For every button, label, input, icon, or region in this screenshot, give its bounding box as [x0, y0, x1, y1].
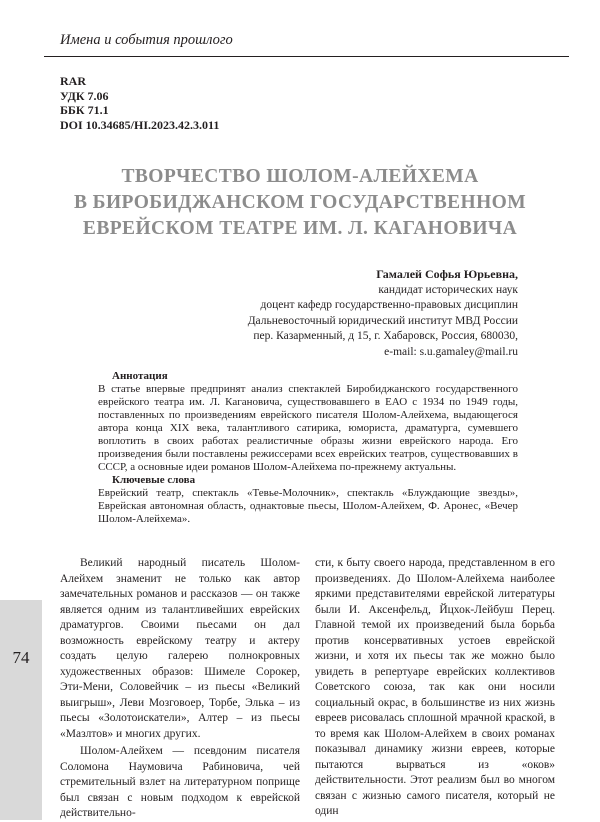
- author-address: пер. Казарменный, д 15, г. Хабаровск, Россия, 680030,: [253, 330, 518, 342]
- abstract-block: [98, 370, 518, 526]
- header-divider: [44, 56, 569, 57]
- bbk-code: ББК 71.1: [60, 103, 109, 117]
- body-paragraph: Великий народный писатель Шолом-Алейхем знаменит не только как автор замечательных романов и рассказов — он также является одним из талантливейших еврейских драматургов. Своими пьесами он дал возможность еврейскому театру и актеру создать целую галерею полнокровных художественных образов: Шимеле Сорокер, Эти-Мени, Соловейчик – из пьесы «Великий выигрыш», Леви Мозговоер, Торбе, Элька – из пьесы «Золотоискатели», Алтер – из пьесы «Мазлтов» и многих других.: [60, 557, 300, 740]
- title-line: В БИРОБИДЖАНСКОМ ГОСУДАРСТВЕННОМ: [73, 192, 527, 213]
- author-degree: кандидат исторических наук: [378, 283, 518, 296]
- author-position: доцент кафедр государственно-правовых дисциплин: [260, 299, 518, 311]
- author-block: [248, 267, 518, 360]
- author-email[interactable]: e-mail: s.u.gamaley@mail.ru: [384, 345, 518, 358]
- body-column-left: [60, 556, 300, 822]
- body-column-right: [315, 556, 555, 820]
- udk-code: УДК 7.06: [60, 88, 109, 103]
- body-paragraph: сти, к быту своего народа, представленном в его произведениях. До Шолом-Алейхема наиболее яркими представителями еврейской литературы были И. Аксенфельд, Йцхок-Лейбуш Перец. Главной темой их произведений была борьба против консервативных устоев еврейской жизни, и хотя их пьесы так же можно было увидеть в репертуаре еврейских коллективов Советского союза, так как они носили социальный окрас, в большинстве из них жизнь евреев рисовалась сплошной мрачной краской, в то время как Шолом-Алейхем в своих романах показывал динамику жизни евреев, которые пытаются вырваться из «оков» действительности. Этот реализм был во многом связан с жизнью самого писателя, который не один: [315, 557, 555, 817]
- author-institution: Дальневосточный юридический институт МВД России: [247, 314, 518, 327]
- running-title: Имена и события прошлого: [60, 32, 233, 48]
- classification-block: [60, 74, 219, 132]
- page-number: 74: [12, 648, 30, 667]
- doi: DOI 10.34685/HI.2023.42.3.011: [60, 117, 220, 132]
- keywords-text: Еврейский театр, спектакль «Тевье-Молочник», спектакль «Блуждающие звезды», Еврейская автономная область, однактовые пьесы, Шолом-Алейхем, Ф. Аронес, «Вечер Шолом-Алейхема».: [98, 487, 518, 525]
- abstract-text: В статье впервые предпринят анализ спектаклей Биробиджанского государственного еврейского театра им. Л. Кагановича, существовавшего в ЕАО с 1934 по 1949 годы, поставленных по произведениям еврейского писателя Шолом-Алейхема, выдающегося автора конца XIX века, талантливого сатирика, юмориста, драматурга, сумевшего воплотить в своих работах реалистичные образы жизни еврейского народа. Его произведения были поставлены режиссерами всех еврейских театров, существовавших в СССР, а основные идеи романов Шолом-Алейхема по-прежнему актуальны.: [98, 383, 518, 473]
- body-paragraph: Шолом-Алейхем — псевдоним писателя Соломона Наумовича Рабиновича, чей стремительный взлет на литературном поприще был связан с новым подходом к еврейской действительно-: [60, 745, 300, 819]
- rar-label: RAR: [60, 74, 86, 88]
- abstract-heading: Аннотация: [112, 370, 168, 382]
- title-line: ТВОРЧЕСТВО ШОЛОМ-АЛЕЙХЕМА: [121, 166, 479, 187]
- keywords-heading: Ключевые слова: [112, 474, 196, 486]
- article-title: [40, 164, 560, 242]
- title-line: ЕВРЕЙСКОМ ТЕАТРЕ ИМ. Л. КАГАНОВИЧА: [82, 218, 518, 239]
- author-name: Гамалей Софья Юрьевна,: [376, 267, 518, 281]
- page-number-tab: [0, 600, 42, 820]
